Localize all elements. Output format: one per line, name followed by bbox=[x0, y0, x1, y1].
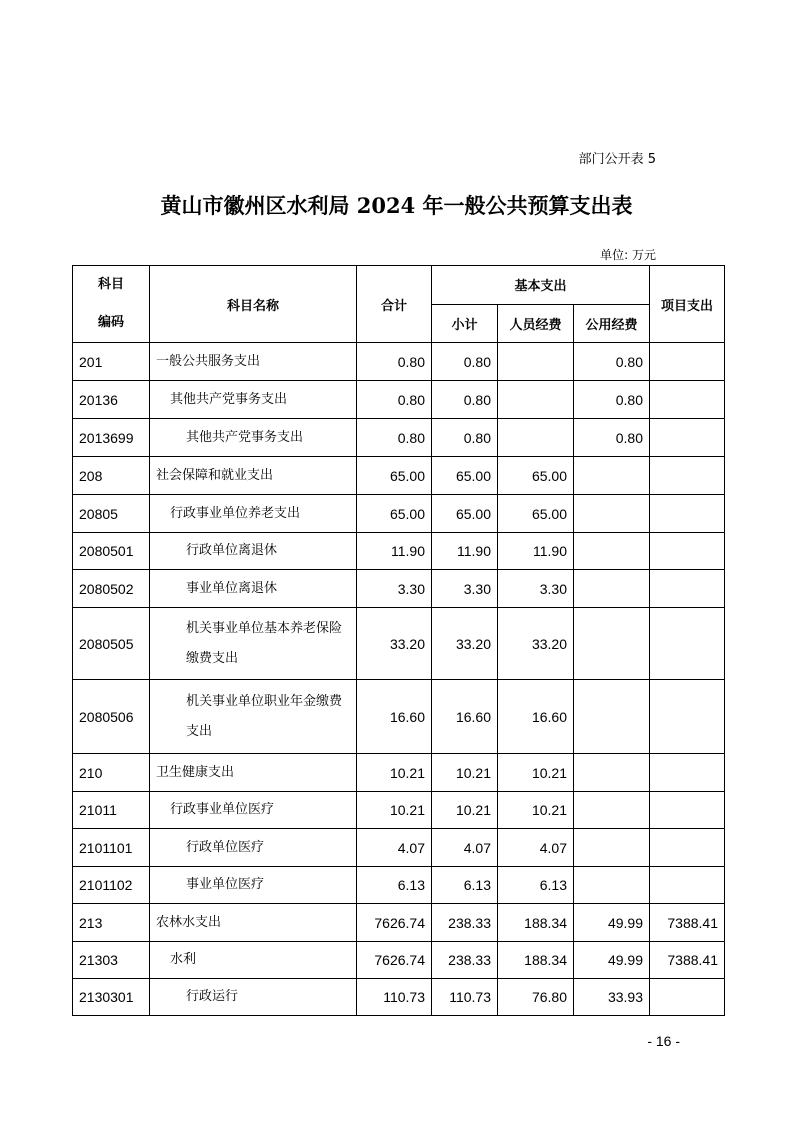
page-number: - 16 - bbox=[647, 1033, 680, 1049]
row-code: 213 bbox=[73, 904, 150, 942]
table-row bbox=[73, 570, 725, 608]
row-personnel: 3.30 bbox=[498, 570, 574, 608]
row-personnel: 33.20 bbox=[498, 608, 574, 680]
row-code: 210 bbox=[73, 754, 150, 792]
row-name: 农林水支出 bbox=[150, 904, 357, 942]
row-subtotal: 65.00 bbox=[432, 495, 498, 533]
row-personnel: 4.07 bbox=[498, 829, 574, 867]
row-project bbox=[650, 680, 725, 754]
row-name: 行政事业单位养老支出 bbox=[150, 495, 357, 533]
row-public bbox=[574, 570, 650, 608]
row-personnel bbox=[498, 381, 574, 419]
table-row bbox=[73, 867, 725, 904]
row-name: 行政运行 bbox=[150, 979, 357, 1016]
row-name: 行政事业单位医疗 bbox=[150, 792, 357, 829]
row-public bbox=[574, 829, 650, 867]
row-public bbox=[574, 754, 650, 792]
row-personnel: 16.60 bbox=[498, 680, 574, 754]
row-code: 21303 bbox=[73, 942, 150, 979]
row-name: 行政单位医疗 bbox=[150, 829, 357, 867]
row-name: 社会保障和就业支出 bbox=[150, 457, 357, 495]
row-subtotal: 238.33 bbox=[432, 904, 498, 942]
row-subtotal: 11.90 bbox=[432, 533, 498, 570]
row-public bbox=[574, 495, 650, 533]
row-personnel: 6.13 bbox=[498, 867, 574, 904]
header-subtotal: 小计 bbox=[432, 304, 498, 343]
row-total: 4.07 bbox=[357, 829, 432, 867]
row-project bbox=[650, 457, 725, 495]
row-subtotal: 16.60 bbox=[432, 680, 498, 754]
page-title: 黄山市徽州区水利局 2024 年一般公共预算支出表 bbox=[160, 193, 633, 218]
header-code-line1: 科目 bbox=[97, 277, 124, 292]
row-project bbox=[650, 533, 725, 570]
row-personnel bbox=[498, 343, 574, 381]
row-total: 7626.74 bbox=[357, 904, 432, 942]
row-subtotal: 110.73 bbox=[432, 979, 498, 1016]
row-total: 33.20 bbox=[357, 608, 432, 680]
row-total: 10.21 bbox=[357, 792, 432, 829]
row-code: 20136 bbox=[73, 381, 150, 419]
row-public: 0.80 bbox=[574, 343, 650, 381]
row-code: 2080501 bbox=[73, 533, 150, 570]
row-name: 其他共产党事务支出 bbox=[150, 381, 357, 419]
table-row bbox=[73, 419, 725, 457]
row-subtotal: 4.07 bbox=[432, 829, 498, 867]
row-code: 2130301 bbox=[73, 979, 150, 1016]
table-row bbox=[73, 979, 725, 1016]
row-project bbox=[650, 419, 725, 457]
row-subtotal: 33.20 bbox=[432, 608, 498, 680]
row-project bbox=[650, 867, 725, 904]
row-code: 2101102 bbox=[73, 867, 150, 904]
row-subtotal: 3.30 bbox=[432, 570, 498, 608]
row-subtotal: 65.00 bbox=[432, 457, 498, 495]
row-total: 0.80 bbox=[357, 343, 432, 381]
row-project bbox=[650, 792, 725, 829]
row-public: 49.99 bbox=[574, 942, 650, 979]
row-name: 卫生健康支出 bbox=[150, 754, 357, 792]
row-subtotal: 0.80 bbox=[432, 419, 498, 457]
header-name: 科目名称 bbox=[150, 266, 357, 343]
budget-table bbox=[72, 265, 725, 1016]
row-code: 2013699 bbox=[73, 419, 150, 457]
table-row bbox=[73, 942, 725, 979]
row-code: 2080502 bbox=[73, 570, 150, 608]
row-public bbox=[574, 533, 650, 570]
row-public bbox=[574, 680, 650, 754]
row-personnel bbox=[498, 419, 574, 457]
row-project bbox=[650, 754, 725, 792]
row-total: 11.90 bbox=[357, 533, 432, 570]
form-label: 部门公开表 5 bbox=[578, 152, 656, 167]
header-public: 公用经费 bbox=[574, 304, 650, 343]
unit-label: 单位: 万元 bbox=[600, 248, 656, 262]
row-name: 一般公共服务支出 bbox=[150, 343, 357, 381]
table-row bbox=[73, 680, 725, 754]
row-personnel: 11.90 bbox=[498, 533, 574, 570]
row-name: 机关事业单位基本养老保险缴费支出 bbox=[150, 608, 357, 680]
table-row bbox=[73, 457, 725, 495]
row-name: 事业单位医疗 bbox=[150, 867, 357, 904]
row-total: 7626.74 bbox=[357, 942, 432, 979]
row-project bbox=[650, 608, 725, 680]
row-personnel: 10.21 bbox=[498, 792, 574, 829]
row-subtotal: 10.21 bbox=[432, 792, 498, 829]
row-total: 110.73 bbox=[357, 979, 432, 1016]
table-row bbox=[73, 792, 725, 829]
row-public bbox=[574, 608, 650, 680]
row-total: 0.80 bbox=[357, 381, 432, 419]
table-row bbox=[73, 904, 725, 942]
header-code-line2: 编码 bbox=[97, 315, 124, 330]
header-personnel: 人员经费 bbox=[498, 304, 574, 343]
table-row bbox=[73, 754, 725, 792]
row-personnel: 188.34 bbox=[498, 942, 574, 979]
table-row bbox=[73, 343, 725, 381]
row-total: 65.00 bbox=[357, 457, 432, 495]
row-project bbox=[650, 495, 725, 533]
row-project bbox=[650, 381, 725, 419]
table-row bbox=[73, 829, 725, 867]
header-project: 项目支出 bbox=[650, 266, 725, 343]
row-personnel: 65.00 bbox=[498, 457, 574, 495]
row-project bbox=[650, 343, 725, 381]
row-public: 49.99 bbox=[574, 904, 650, 942]
row-public: 33.93 bbox=[574, 979, 650, 1016]
row-subtotal: 0.80 bbox=[432, 381, 498, 419]
row-personnel: 10.21 bbox=[498, 754, 574, 792]
row-public: 0.80 bbox=[574, 419, 650, 457]
row-subtotal: 6.13 bbox=[432, 867, 498, 904]
row-code: 2101101 bbox=[73, 829, 150, 867]
row-project bbox=[650, 829, 725, 867]
row-project bbox=[650, 979, 725, 1016]
row-personnel: 76.80 bbox=[498, 979, 574, 1016]
row-personnel: 65.00 bbox=[498, 495, 574, 533]
row-project bbox=[650, 570, 725, 608]
row-subtotal: 10.21 bbox=[432, 754, 498, 792]
row-code: 208 bbox=[73, 457, 150, 495]
row-subtotal: 238.33 bbox=[432, 942, 498, 979]
row-code: 2080506 bbox=[73, 680, 150, 754]
row-name: 事业单位离退休 bbox=[150, 570, 357, 608]
row-project: 7388.41 bbox=[650, 942, 725, 979]
row-code: 2080505 bbox=[73, 608, 150, 680]
row-total: 0.80 bbox=[357, 419, 432, 457]
header-total: 合计 bbox=[357, 266, 432, 343]
row-name: 机关事业单位职业年金缴费支出 bbox=[150, 680, 357, 754]
row-code: 21011 bbox=[73, 792, 150, 829]
table-row bbox=[73, 533, 725, 570]
row-code: 201 bbox=[73, 343, 150, 381]
row-public bbox=[574, 792, 650, 829]
row-code: 20805 bbox=[73, 495, 150, 533]
header-basic: 基本支出 bbox=[432, 266, 650, 305]
row-personnel: 188.34 bbox=[498, 904, 574, 942]
row-public bbox=[574, 457, 650, 495]
row-total: 16.60 bbox=[357, 680, 432, 754]
row-total: 10.21 bbox=[357, 754, 432, 792]
row-project: 7388.41 bbox=[650, 904, 725, 942]
row-public: 0.80 bbox=[574, 381, 650, 419]
row-name: 水利 bbox=[150, 942, 357, 979]
table-row bbox=[73, 495, 725, 533]
row-total: 65.00 bbox=[357, 495, 432, 533]
row-name: 行政单位离退休 bbox=[150, 533, 357, 570]
table-row bbox=[73, 608, 725, 680]
header-code bbox=[73, 266, 150, 343]
row-public bbox=[574, 867, 650, 904]
row-total: 6.13 bbox=[357, 867, 432, 904]
row-subtotal: 0.80 bbox=[432, 343, 498, 381]
row-name: 其他共产党事务支出 bbox=[150, 419, 357, 457]
table-row bbox=[73, 381, 725, 419]
row-total: 3.30 bbox=[357, 570, 432, 608]
